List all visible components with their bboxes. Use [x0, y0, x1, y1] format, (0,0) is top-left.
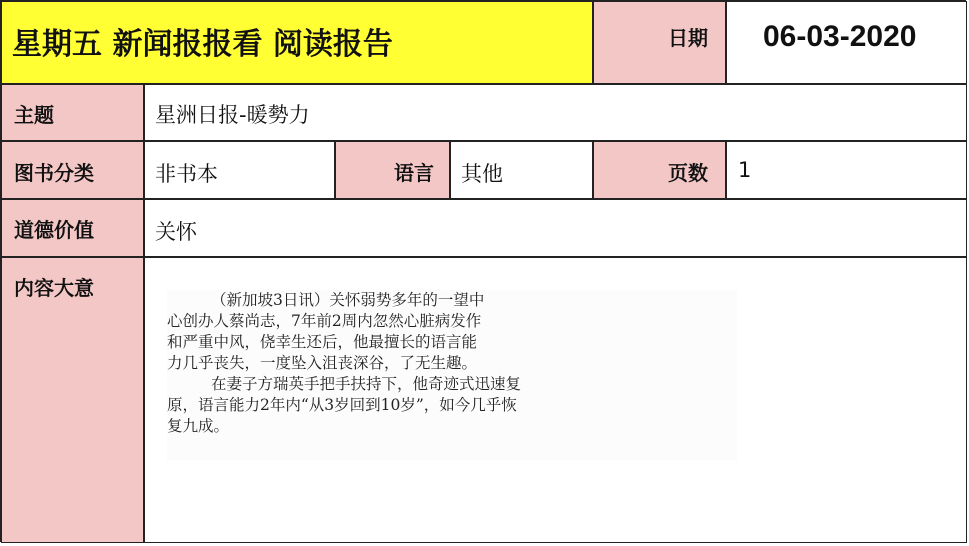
- language-label-cell: [335, 141, 450, 199]
- clipping-line: 在妻子方瑞英手把手扶持下，他奇迹式迅速复: [211, 375, 522, 393]
- clipping-line: 复九成。: [167, 417, 230, 435]
- summary-label-cell: [1, 257, 144, 543]
- moral-label-cell: [1, 199, 144, 257]
- topic-value: 星洲日报-暖勢力: [155, 103, 310, 127]
- summary-label: 内容大意: [14, 276, 94, 300]
- date-label: 日期: [668, 26, 708, 50]
- category-value-cell: [144, 141, 335, 199]
- pages-label: 页数: [668, 161, 708, 185]
- clipping-line: （新加坡3日讯）关怀弱势多年的一望中: [211, 291, 485, 309]
- moral-value: 关怀: [155, 220, 197, 244]
- summary-content-cell: [144, 257, 967, 543]
- pages-label-cell: [593, 141, 726, 199]
- pages-value: 1: [738, 158, 752, 182]
- date-label-cell: [593, 1, 726, 84]
- clipping-line: 心创办人蔡尚志，7年前2周内忽然心脏病发作: [167, 312, 482, 330]
- moral-value-cell: [144, 199, 967, 257]
- language-value: 其他: [461, 162, 503, 186]
- topic-value-cell: [144, 84, 967, 141]
- date-value: 06-03-2020: [763, 20, 917, 53]
- date-value-cell: [726, 1, 967, 84]
- clipping-line: 力几乎丧失，一度坠入沮丧深谷，了无生趣。: [167, 354, 478, 372]
- topic-label-cell: [1, 84, 144, 141]
- language-value-cell: [450, 141, 593, 199]
- category-value: 非书本: [155, 162, 218, 186]
- clipping-line: 原，语言能力2年内“从3岁回到10岁”，如今几乎恢: [167, 396, 517, 414]
- topic-label: 主题: [14, 103, 54, 127]
- language-label: 语言: [394, 161, 434, 185]
- pages-value-cell: [726, 141, 967, 199]
- title-cell: [1, 1, 593, 84]
- category-label: 图书分类: [14, 161, 94, 185]
- moral-label: 道德价值: [14, 218, 94, 242]
- newspaper-clipping: [167, 290, 737, 460]
- clipping-line: 和严重中风，侥幸生还后，他最擅长的语言能: [167, 333, 478, 351]
- category-label-cell: [1, 141, 144, 199]
- report-title: 星期五 新闻报报看 阅读报告: [12, 27, 393, 62]
